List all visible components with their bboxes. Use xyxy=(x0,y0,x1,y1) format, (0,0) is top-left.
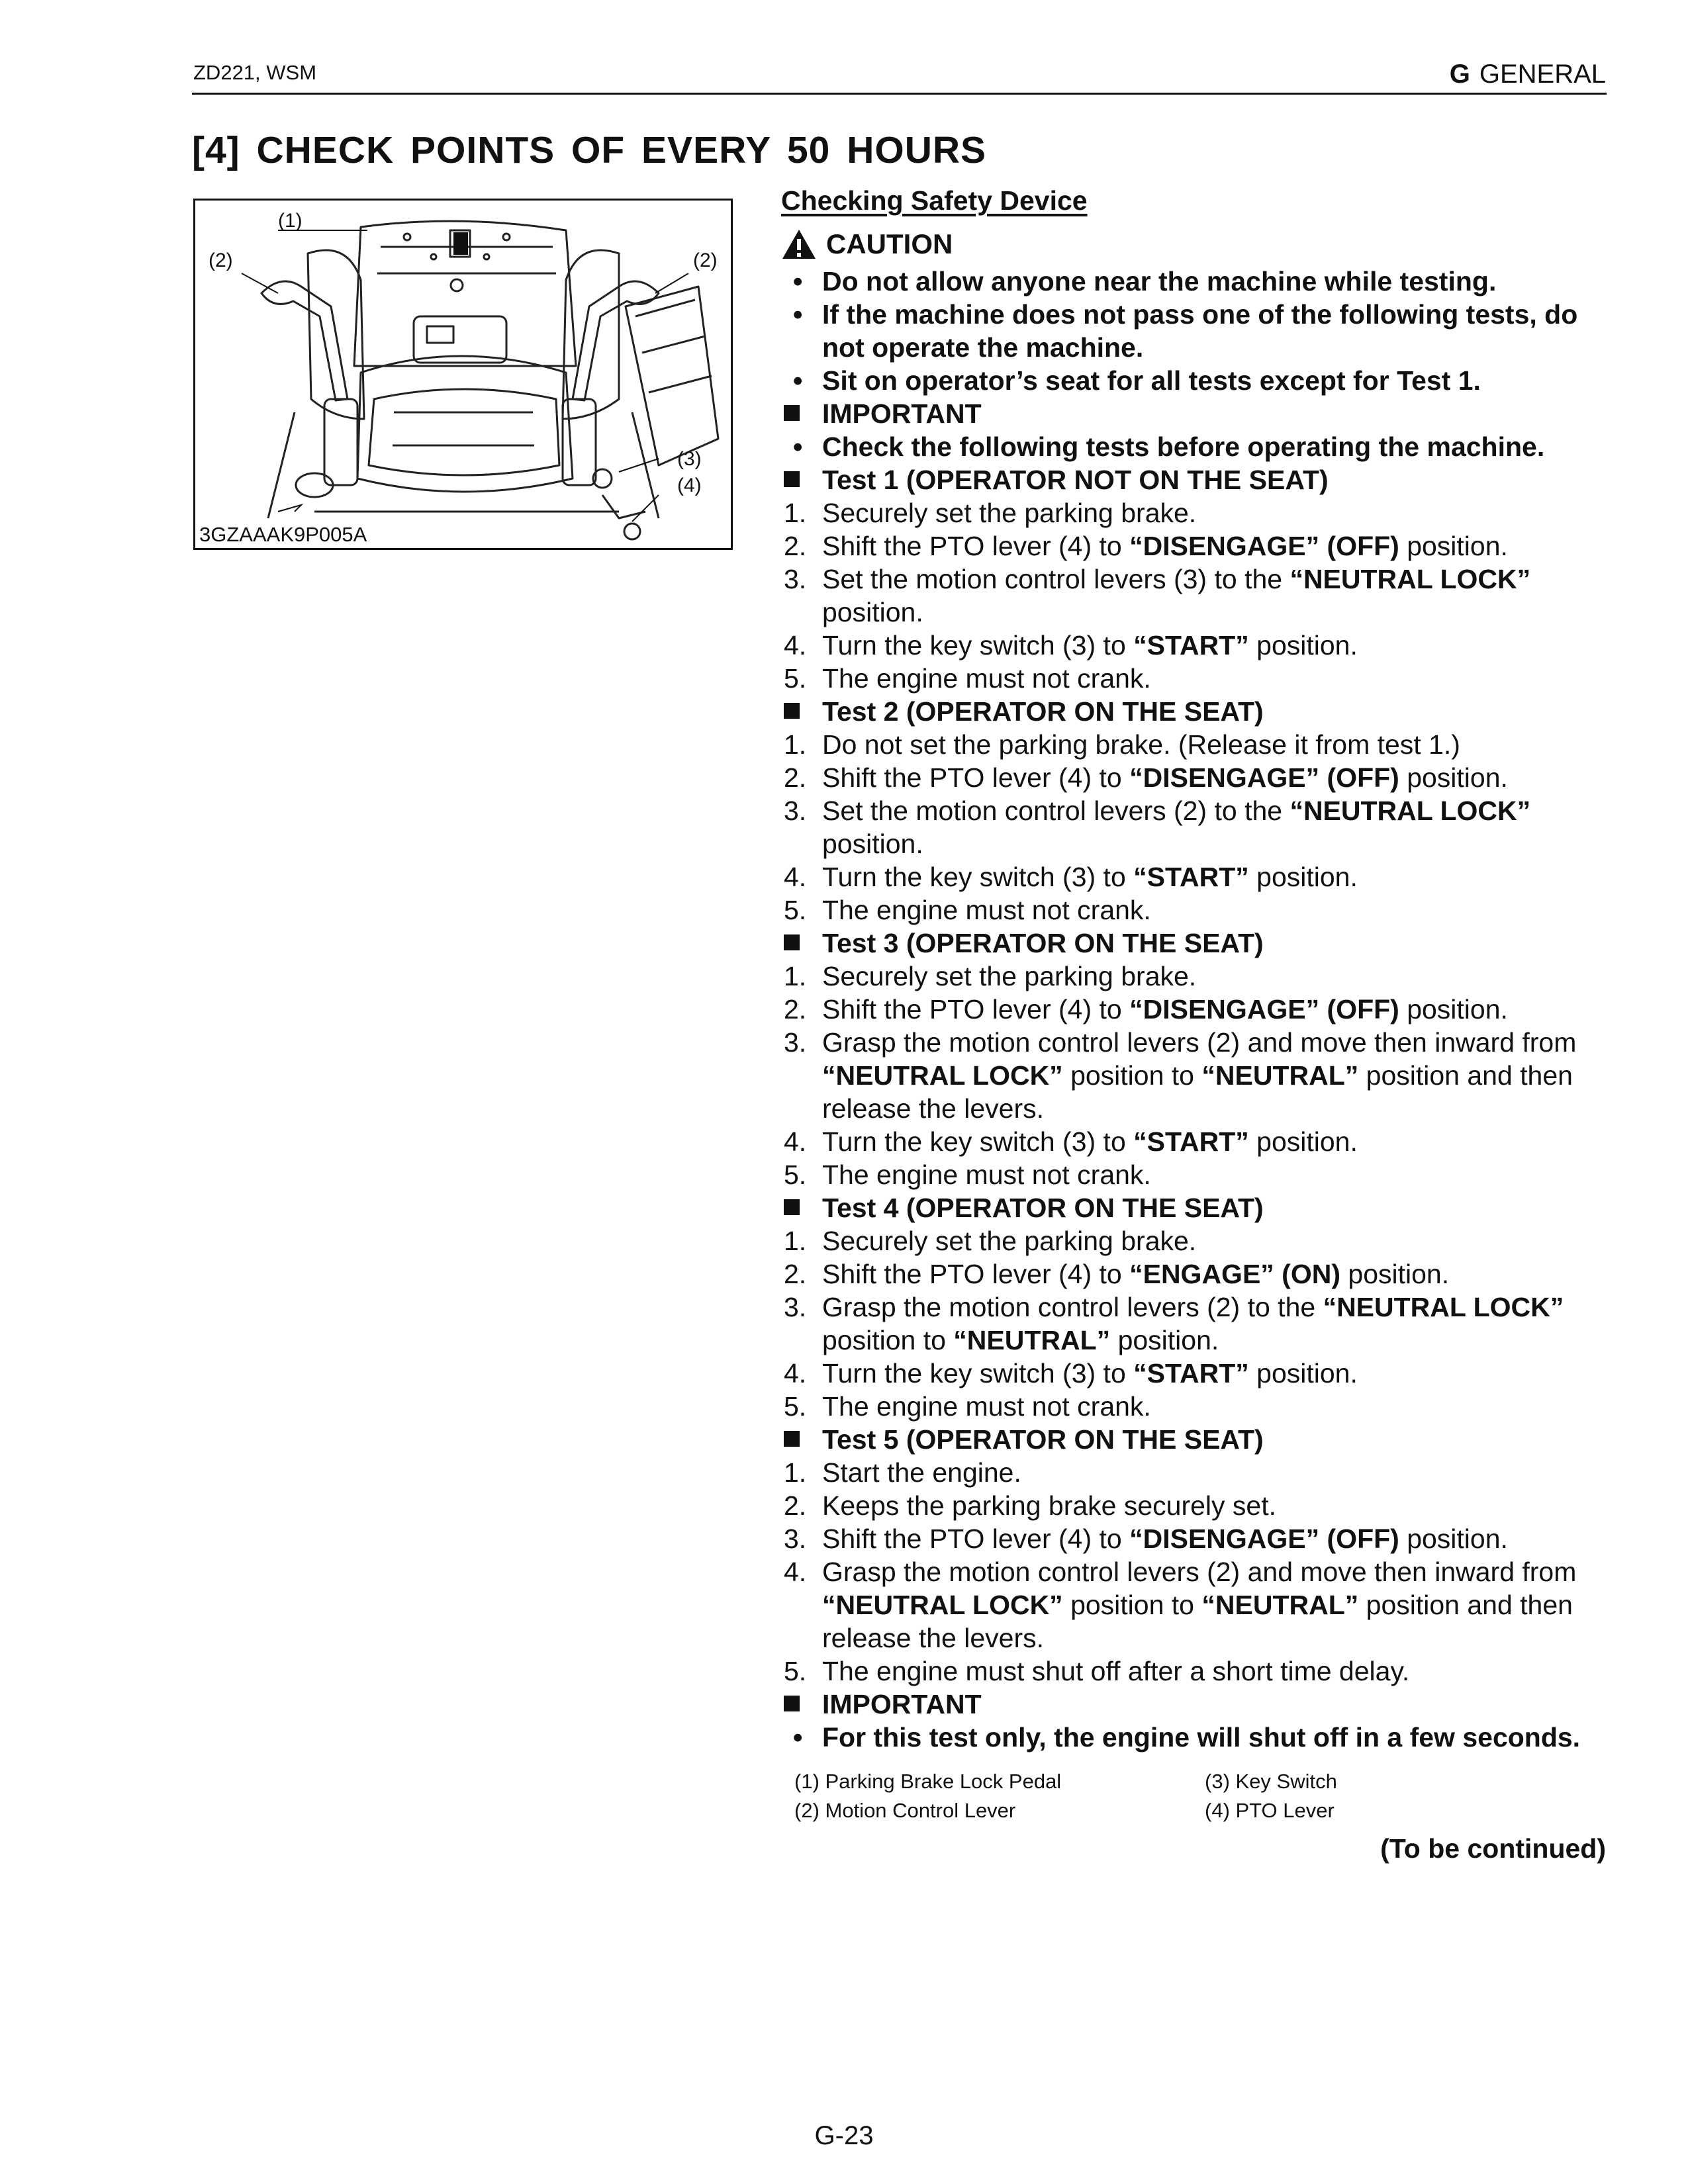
step-number: 1. xyxy=(784,729,807,760)
test-step xyxy=(781,1456,1609,1489)
step-text: Shift the PTO lever (4) to xyxy=(822,762,1130,793)
figure-code: 3GZAAAK9P005A xyxy=(199,523,372,547)
step-text: position. xyxy=(1248,630,1358,660)
test-step xyxy=(781,1158,1609,1191)
step-text: Securely set the parking brake. xyxy=(822,1226,1197,1256)
test-step xyxy=(781,1489,1609,1522)
figure-callout-3: (3) xyxy=(677,448,702,470)
important-item: • For this test only, the engine will shut off in a few seconds. xyxy=(781,1721,1609,1754)
step-number: 4. xyxy=(784,1126,807,1157)
test-step xyxy=(781,1224,1609,1257)
legend-item: (4) PTO Lever xyxy=(1205,1799,1335,1822)
step-number: 2. xyxy=(784,1490,807,1521)
figure-callout-2-left: (2) xyxy=(209,250,233,271)
test-step xyxy=(781,993,1609,1026)
test-step xyxy=(781,1357,1609,1390)
legend-item: (1) Parking Brake Lock Pedal xyxy=(794,1770,1062,1793)
step-text: Turn the key switch (3) to xyxy=(822,1358,1134,1388)
test-step xyxy=(781,893,1609,927)
step-number: 3. xyxy=(784,564,807,594)
figure-callout-2-right: (2) xyxy=(693,250,718,271)
step-emphasis: “DISENGAGE” (OFF) xyxy=(1129,762,1399,793)
legend-item: (3) Key Switch xyxy=(1205,1770,1337,1793)
test-step xyxy=(781,1522,1609,1555)
step-text: position. xyxy=(1340,1259,1450,1289)
step-text: position. xyxy=(822,829,923,859)
step-text: Grasp the motion control levers (2) to the xyxy=(822,1292,1323,1322)
step-text: Keeps the parking brake securely set. xyxy=(822,1490,1276,1521)
step-emphasis: “NEUTRAL” xyxy=(953,1325,1111,1355)
mower-figure xyxy=(193,199,733,550)
step-text: Turn the key switch (3) to xyxy=(822,862,1134,892)
step-text: Grasp the motion control levers (2) and move then inward from xyxy=(822,1027,1577,1058)
step-text: Set the motion control levers (3) to the xyxy=(822,564,1290,594)
step-text: position. xyxy=(1399,762,1508,793)
step-text: position. xyxy=(1248,862,1358,892)
test-step xyxy=(781,629,1609,662)
step-text: Set the motion control levers (2) to the xyxy=(822,796,1290,826)
test-step xyxy=(781,728,1609,761)
step-emphasis: “START” xyxy=(1133,862,1249,892)
test-step xyxy=(781,1257,1609,1291)
test-heading: Test 3 (OPERATOR ON THE SEAT) xyxy=(781,927,1609,960)
header-section xyxy=(1450,60,1606,89)
test-step xyxy=(781,1555,1609,1655)
test-step xyxy=(781,860,1609,893)
step-emphasis: “DISENGAGE” (OFF) xyxy=(1129,531,1399,561)
step-emphasis: “NEUTRAL” xyxy=(1201,1590,1359,1620)
header-rule xyxy=(192,93,1607,95)
step-number: 1. xyxy=(784,1457,807,1488)
step-text: position and then release the levers. xyxy=(822,1590,1573,1653)
step-emphasis: “ENGAGE” (ON) xyxy=(1129,1259,1340,1289)
header-section-letter: G xyxy=(1449,60,1470,89)
step-number: 1. xyxy=(784,961,807,991)
mower-illustration xyxy=(195,201,731,548)
step-text: Grasp the motion control levers (2) and move then inward from xyxy=(822,1557,1577,1587)
step-emphasis: “NEUTRAL LOCK” xyxy=(822,1060,1063,1091)
test-step xyxy=(781,662,1609,695)
step-text: position. xyxy=(822,597,923,627)
step-emphasis: “START” xyxy=(1133,1358,1249,1388)
caution-item: • If the machine does not pass one of the following tests, do not operate the machine. xyxy=(781,298,1609,364)
step-text: Shift the PTO lever (4) to xyxy=(822,531,1130,561)
page-number: G-23 xyxy=(814,2121,874,2150)
step-text: Securely set the parking brake. xyxy=(822,961,1197,991)
test-step xyxy=(781,563,1609,629)
step-number: 1. xyxy=(784,498,807,528)
step-number: 5. xyxy=(784,1656,807,1686)
step-emphasis: “NEUTRAL LOCK” xyxy=(822,1590,1063,1620)
step-number: 4. xyxy=(784,1358,807,1388)
step-text: position to xyxy=(822,1325,954,1355)
step-text: position. xyxy=(1248,1358,1358,1388)
header-section-name: GENERAL xyxy=(1479,60,1606,89)
important-heading: IMPORTANT xyxy=(781,397,1609,430)
legend-item: (2) Motion Control Lever xyxy=(794,1799,1016,1822)
step-text: The engine must not crank. xyxy=(822,1160,1151,1190)
step-text: Turn the key switch (3) to xyxy=(822,630,1134,660)
step-number: 2. xyxy=(784,531,807,561)
step-emphasis: “DISENGAGE” (OFF) xyxy=(1129,1524,1399,1554)
tests-list xyxy=(781,463,1609,1688)
step-text: position to xyxy=(1062,1590,1202,1620)
section-title: Checking Safety Device xyxy=(781,185,1088,216)
step-text: The engine must not crank. xyxy=(822,895,1151,925)
test-step xyxy=(781,1026,1609,1125)
step-text: position. xyxy=(1110,1325,1219,1355)
caution-item: • Sit on operator’s seat for all tests except for Test 1. xyxy=(781,364,1609,397)
test-step xyxy=(781,960,1609,993)
step-number: 1. xyxy=(784,1226,807,1256)
test-step xyxy=(781,496,1609,529)
step-number: 4. xyxy=(784,862,807,892)
header-doc-code: ZD221, WSM xyxy=(193,61,317,84)
test-heading: Test 5 (OPERATOR ON THE SEAT) xyxy=(781,1423,1609,1456)
test-step xyxy=(781,1291,1609,1357)
page-title: [4] CHECK POINTS OF EVERY 50 HOURS xyxy=(192,129,987,171)
step-text: position and then release the levers. xyxy=(822,1060,1573,1124)
test-step xyxy=(781,794,1609,860)
step-text: position. xyxy=(1248,1126,1358,1157)
step-emphasis: “NEUTRAL LOCK” xyxy=(1289,796,1531,826)
step-number: 2. xyxy=(784,762,807,793)
step-number: 4. xyxy=(784,630,807,660)
figure-callout-1: (1) xyxy=(278,210,303,232)
test-step xyxy=(781,1390,1609,1423)
step-number: 2. xyxy=(784,1259,807,1289)
step-text: Start the engine. xyxy=(822,1457,1021,1488)
step-text: The engine must not crank. xyxy=(822,663,1151,694)
step-emphasis: “DISENGAGE” (OFF) xyxy=(1129,994,1399,1024)
step-text: The engine must not crank. xyxy=(822,1391,1151,1422)
step-text: position. xyxy=(1399,1524,1508,1554)
important-item: • Check the following tests before operating the machine. xyxy=(781,430,1609,463)
step-number: 3. xyxy=(784,796,807,826)
step-emphasis: “NEUTRAL LOCK” xyxy=(1323,1292,1564,1322)
step-emphasis: “NEUTRAL LOCK” xyxy=(1289,564,1531,594)
step-number: 3. xyxy=(784,1524,807,1554)
step-number: 2. xyxy=(784,994,807,1024)
step-text: position. xyxy=(1399,994,1508,1024)
step-text: position. xyxy=(1399,531,1508,561)
figure-callout-4: (4) xyxy=(677,475,702,496)
test-step xyxy=(781,1655,1609,1688)
test-step xyxy=(781,761,1609,794)
important-heading: IMPORTANT xyxy=(781,1688,1609,1721)
step-number: 3. xyxy=(784,1027,807,1058)
step-text: Do not set the parking brake. (Release it from test 1.) xyxy=(822,729,1460,760)
step-text: Securely set the parking brake. xyxy=(822,498,1197,528)
main-column xyxy=(781,184,1609,1865)
caution-item: • Do not allow anyone near the machine while testing. xyxy=(781,265,1609,298)
step-number: 5. xyxy=(784,663,807,694)
caution-heading xyxy=(781,228,1609,261)
step-text: Shift the PTO lever (4) to xyxy=(822,1259,1130,1289)
test-step xyxy=(781,529,1609,563)
test-step xyxy=(781,1125,1609,1158)
step-number: 3. xyxy=(784,1292,807,1322)
step-text: Shift the PTO lever (4) to xyxy=(822,994,1130,1024)
step-text: Turn the key switch (3) to xyxy=(822,1126,1134,1157)
step-number: 5. xyxy=(784,895,807,925)
step-number: 5. xyxy=(784,1391,807,1422)
caution-label: CAUTION xyxy=(826,228,953,259)
figure-legend xyxy=(781,1767,1609,1825)
step-emphasis: “START” xyxy=(1133,630,1249,660)
step-text: Shift the PTO lever (4) to xyxy=(822,1524,1130,1554)
test-heading: Test 1 (OPERATOR NOT ON THE SEAT) xyxy=(781,463,1609,496)
step-text: position to xyxy=(1062,1060,1202,1091)
test-heading: Test 2 (OPERATOR ON THE SEAT) xyxy=(781,695,1609,728)
warning-triangle-icon xyxy=(781,228,817,260)
step-text: The engine must shut off after a short time delay. xyxy=(822,1656,1410,1686)
test-heading: Test 4 (OPERATOR ON THE SEAT) xyxy=(781,1191,1609,1224)
step-emphasis: “NEUTRAL” xyxy=(1201,1060,1359,1091)
step-emphasis: “START” xyxy=(1133,1126,1249,1157)
continued-note: (To be continued) xyxy=(1380,1833,1606,1864)
step-number: 5. xyxy=(784,1160,807,1190)
step-number: 4. xyxy=(784,1557,807,1587)
